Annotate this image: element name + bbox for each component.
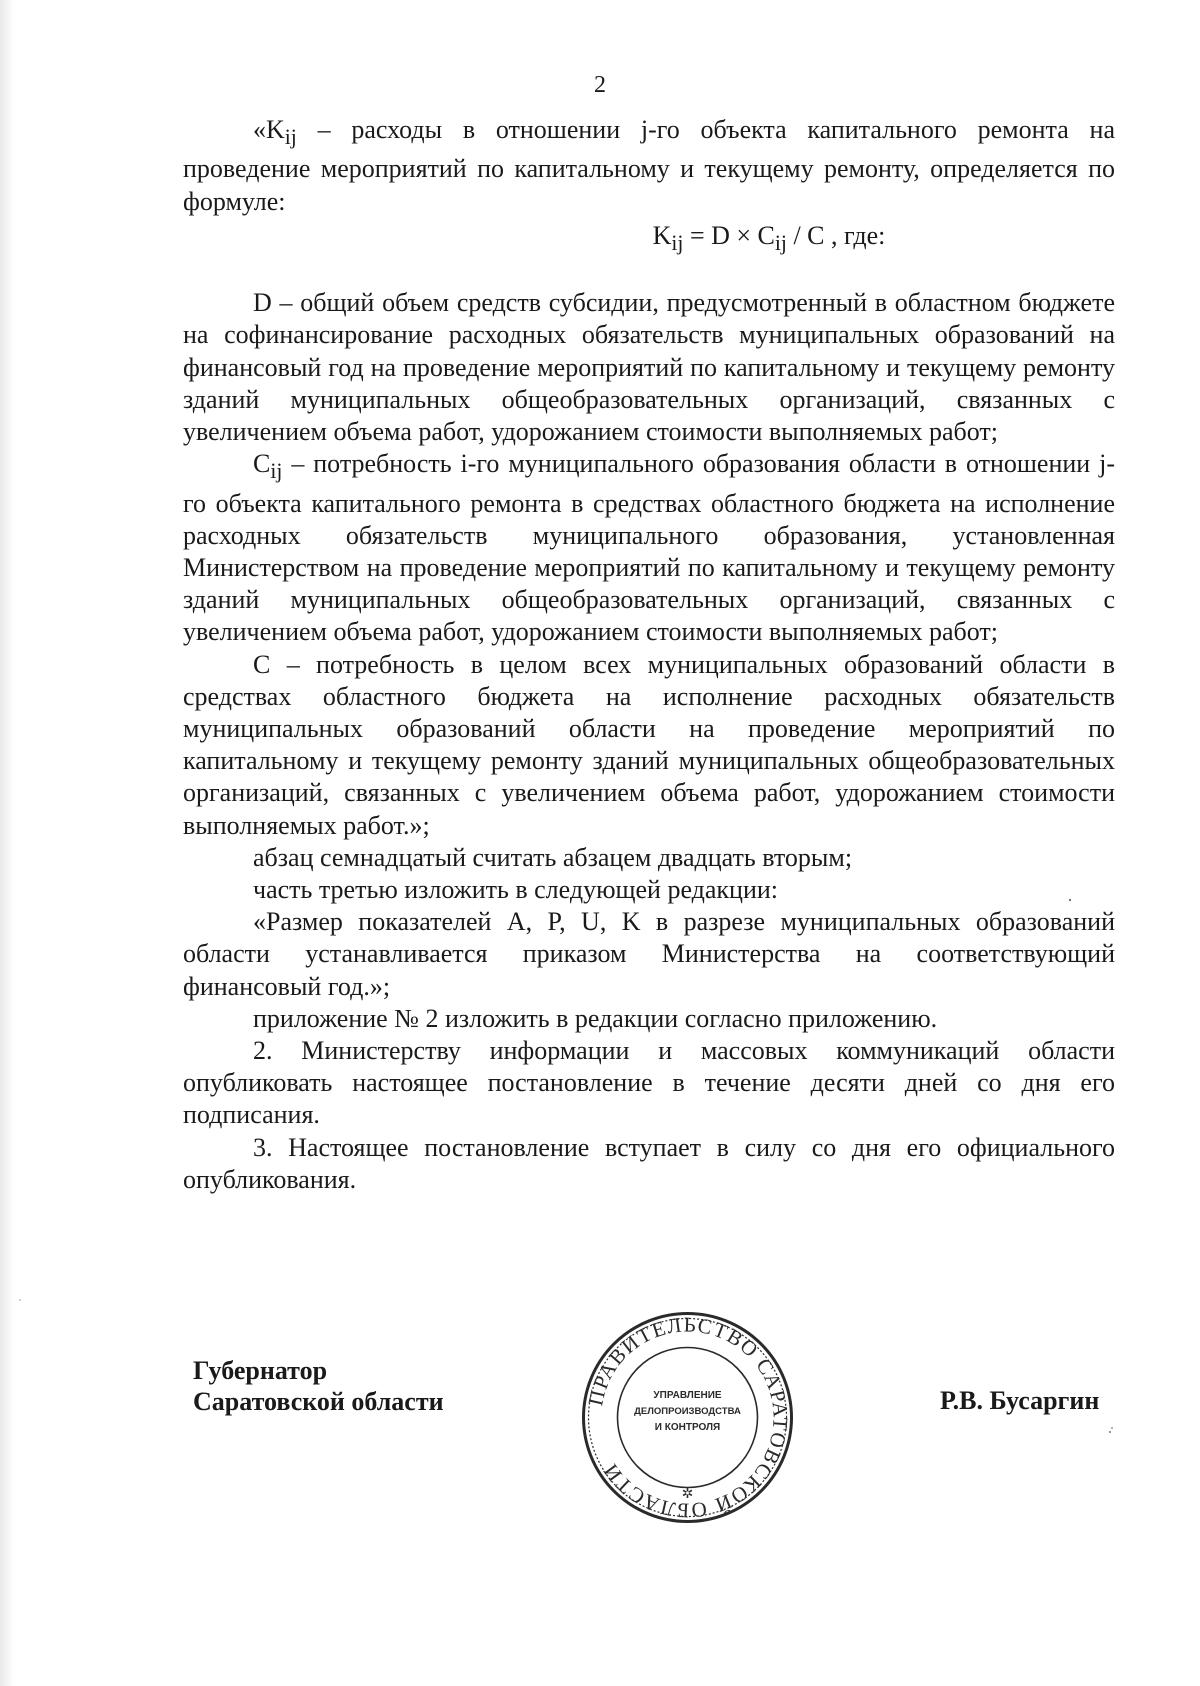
seal-ring-text: ПРАВИТЕЛЬСТВО САРАТОВСКОЙ ОБЛАСТИ xyxy=(583,1312,793,1523)
paragraph: «$K_{ij}$ – расходы в отношении j-го объекта капитального ремонта на проведение мероприятий по капитальному и текущему ремонту, определяется по формуле: xyxy=(183,115,1115,216)
paragraph: «Размер показателей A, P, U, K в разрезе муниципальных образований области устанавливается приказом Министерства на соответствующий финансовый год.»; xyxy=(183,907,1115,1001)
paragraph: 3. Настоящее постановление вступает в силу со дня его официального опубликования. xyxy=(183,1132,1115,1194)
paragraph: 2. Министерству информации и массовых коммуникаций области опубликовать настоящее постановление в течение десяти дней со дня его подписания. xyxy=(183,1036,1115,1130)
seal-inner-line-1: УПРАВЛЕНИЕ xyxy=(653,1390,722,1401)
paragraph: абзац семнадцатый считать абзацем двадцать вторым; xyxy=(253,842,853,872)
page-number: 2 xyxy=(594,72,606,98)
paragraph: часть третью изложить в следующей редакции: xyxy=(253,875,779,905)
signatory-name: Р.В. Бусаргин xyxy=(940,1386,1100,1415)
formula: $K_{ij} = D \times C_{ij} / C$ , где: xyxy=(652,220,886,255)
signatory-region: Саратовской области xyxy=(193,1387,444,1416)
seal-inner-line-2: ДЕЛОПРОИЗВОДСТВА xyxy=(634,1406,741,1417)
signatory-position: Губернатор xyxy=(193,1356,328,1385)
paragraph: D – общий объем средств субсидии, предусмотренный в областном бюджете на софинансирование расходных обязательств муниципальных образований на финансовый год на проведение мероприятий по капитальному и текущему ремонту зданий муниципальных общеобразовательных организаций, связанных с увеличением объема работ, удорожанием стоимости выполняемых работ; xyxy=(183,288,1115,446)
paragraph: приложение № 2 изложить в редакции согласно приложению. xyxy=(253,1003,938,1033)
paragraph: $C_{ij}$ – потребность i-го муниципального образования области в отношении j-го объекта капитального ремонта в средствах областного бюджета на исполнение расходных обязательств муниципального образования, установленная Министерством на проведение мероприятий по капитальному и текущему ремонту зданий муниципальных общеобразовательных организаций, связанных с увеличением объема работ, удорожанием стоимости выполняемых работ; xyxy=(183,449,1115,647)
paragraph: C – потребность в целом всех муниципальных образований области в средствах областного бюджета на исполнение расходных обязательств муниципальных образований области на проведение мероприятий по капитальному и текущему ремонту зданий муниципальных общеобразовательных организаций, связанных с увеличением объема работ, удорожанием стоимости выполняемых работ.»; xyxy=(183,649,1115,840)
seal-star-icon: ✲ xyxy=(681,1486,694,1502)
seal-inner-line-3: И КОНТРОЛЯ xyxy=(654,1422,721,1433)
